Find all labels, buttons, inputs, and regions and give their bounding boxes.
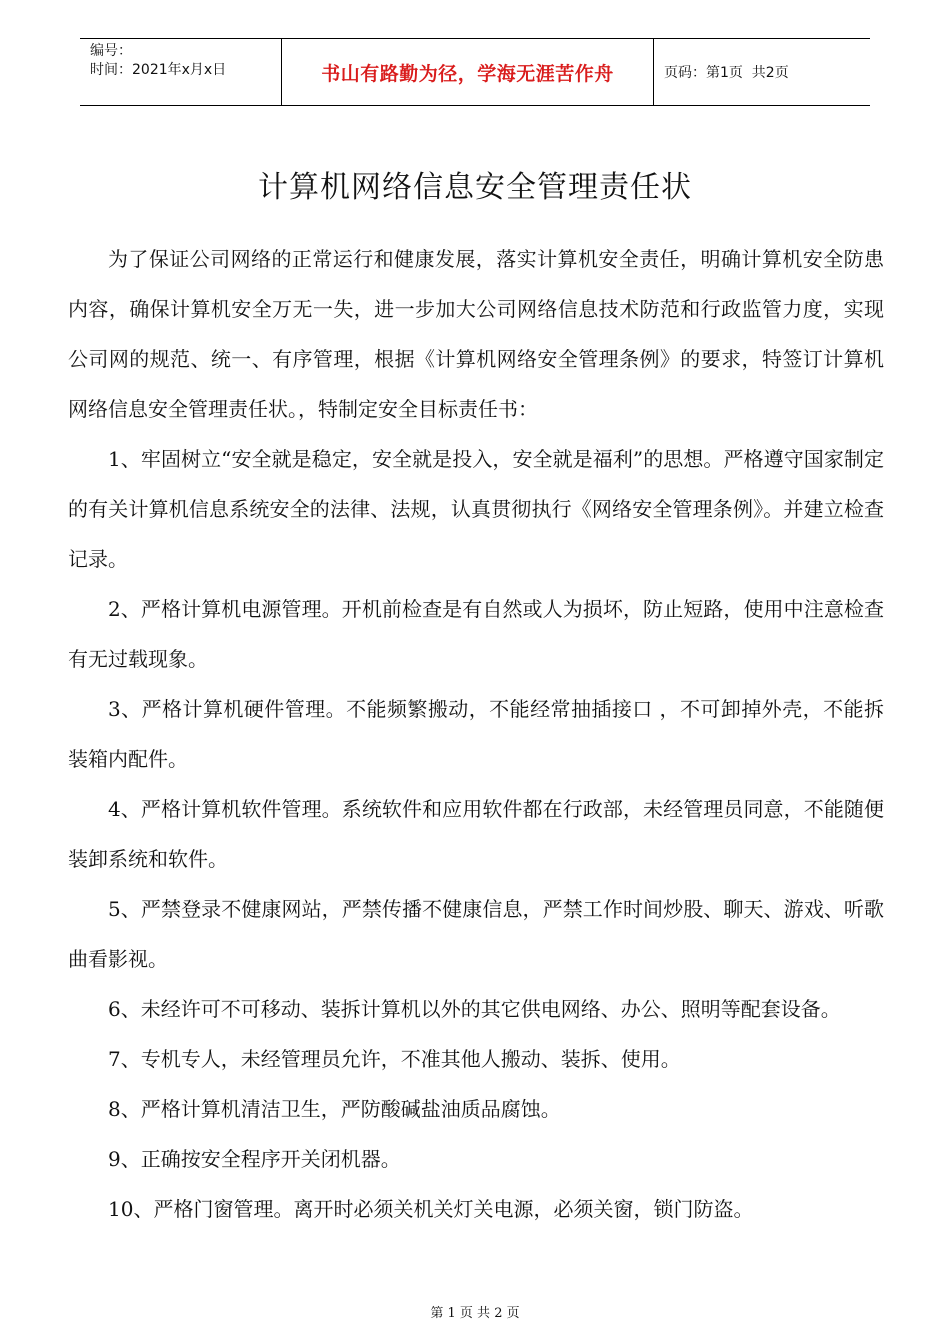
clause-10: 10、严格门窗管理。离开时必须关机关灯关电源，必须关窗，锁门防盗。 bbox=[108, 1197, 754, 1221]
clause-5: 5、严禁登录不健康网站，严禁传播不健康信息，严禁工作时间炒股、聊天、游戏、听歌曲看影视。 bbox=[68, 897, 884, 971]
clause-3: 3、严格计算机硬件管理。不能频繁搬动，不能经常抽插接口 ，不可卸掉外壳，不能拆装箱内配件。 bbox=[68, 697, 884, 771]
clause-4: 4、严格计算机软件管理。系统软件和应用软件都在行政部，未经管理员同意，不能随便装卸系统和软件。 bbox=[68, 797, 884, 871]
number-label: 编号： bbox=[90, 43, 132, 59]
page-header bbox=[80, 38, 870, 106]
clause-1: 1、牢固树立“安全就是稳定，安全就是投入，安全就是福利”的思想。严格遵守国家制定的有关计算机信息系统安全的法律、法规，认真贯彻执行《网络安全管理条例》。并建立检查记录。 bbox=[68, 447, 884, 571]
header-motto: 书山有路勤为径，学海无涯苦作舟 bbox=[282, 39, 654, 105]
clause-9: 9、正确按安全程序开关闭机器。 bbox=[108, 1147, 401, 1171]
header-page-info: 页码：第1页 共2页 bbox=[664, 65, 789, 81]
document-body bbox=[68, 234, 884, 1234]
clause-6: 6、未经许可不可移动、装拆计算机以外的其它供电网络、办公、照明等配套设备。 bbox=[108, 997, 841, 1021]
header-meta bbox=[80, 39, 282, 105]
clause-8: 8、严格计算机清洁卫生，严防酸碱盐油质品腐蚀。 bbox=[108, 1097, 561, 1121]
page-footer: 第 1 页 共 2 页 bbox=[430, 1306, 520, 1321]
date-label: 时间：2021年x月x日 bbox=[90, 62, 227, 78]
intro-paragraph: 为了保证公司网络的正常运行和健康发展，落实计算机安全责任，明确计算机安全防患内容，确保计算机安全万无一失，进一步加大公司网络信息技术防范和行政监管力度，实现公司网的规范、统一、有序管理，根据《计算机网络安全管理条例》的要求，特签订计算机网络信息安全管理责任状。，特制定安全目标责任书： bbox=[68, 247, 884, 421]
clause-2: 2、严格计算机电源管理。开机前检查是有自然或人为损坏，防止短路，使用中注意检查有无过载现象。 bbox=[68, 597, 884, 671]
document-title: 计算机网络信息安全管理责任状 bbox=[258, 170, 692, 205]
clause-7: 7、专机专人，未经管理员允许，不准其他人搬动、装拆、使用。 bbox=[108, 1047, 681, 1071]
